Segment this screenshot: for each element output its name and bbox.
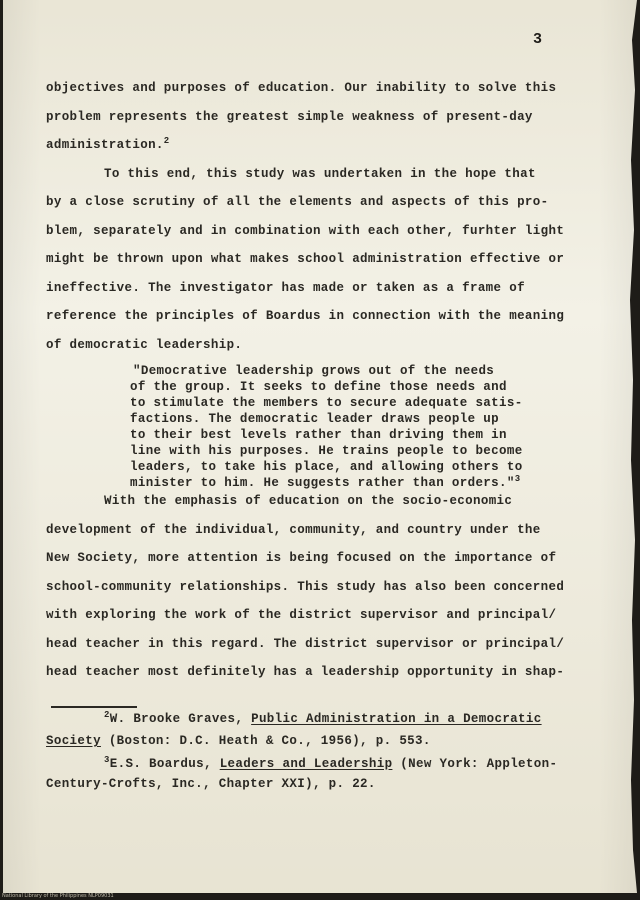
body-line: New Society, more attention is being focused on the importance of: [46, 551, 557, 565]
footnote-ref-2: 2: [163, 135, 170, 146]
body-line: blem, separately and in combination with each other, furhter light: [46, 224, 565, 238]
body-line: might be thrown upon what makes school administration effective or: [46, 252, 565, 266]
body-line: problem represents the greatest simple weakness of present-day: [46, 110, 533, 124]
footnote-separator: [51, 706, 137, 708]
archive-footer: National Library of the Philippines NLP09031: [0, 893, 640, 900]
footnote-2-title: Public Administration in a Democratic: [251, 712, 542, 726]
quote-line: leaders, to take his place, and allowing others to: [130, 460, 523, 474]
body-line: ineffective. The investigator has made or taken as a frame of: [46, 281, 525, 295]
body-line: reference the principles of Boardus in connection with the meaning: [46, 309, 565, 323]
quote-line-with-ref: [130, 473, 521, 490]
footnote-2-author: W. Brooke Graves,: [109, 712, 252, 726]
body-line: school-community relationships. This study has also been concerned: [46, 580, 565, 594]
quote-line: to their best levels rather than driving them in: [130, 428, 507, 442]
footnote-2-line-1: [104, 709, 542, 726]
footnote-3-title: Leaders and Leadership: [219, 757, 393, 771]
body-line: of democratic leadership.: [46, 338, 243, 352]
body-line-with-ref: [46, 135, 170, 152]
footnote-2-title-cont: Society: [46, 734, 101, 748]
body-text: administration.: [46, 138, 164, 152]
footnote-2-line-2: [46, 734, 431, 748]
footnote-3-marker: 3: [104, 754, 110, 765]
body-line: development of the individual, community, and country under the: [46, 523, 541, 537]
document-page: [3, 0, 637, 893]
quote-line: line with his purposes. He trains people to become: [130, 444, 523, 458]
body-line: by a close scrutiny of all the elements and aspects of this pro-: [46, 195, 549, 209]
footnote-2-publisher: (Boston: D.C. Heath & Co., 1956), p. 553.: [100, 734, 431, 748]
footnote-2-marker: 2: [104, 709, 110, 720]
body-line: objectives and purposes of education. Our inability to solve this: [46, 81, 557, 95]
footnote-3-publisher: (New York: Appleton-: [392, 757, 558, 771]
quote-text: minister to him. He suggests rather than orders.": [130, 476, 515, 490]
quote-line: to stimulate the members to secure adequate satis-: [130, 396, 523, 410]
body-line: with exploring the work of the district supervisor and principal/: [46, 608, 557, 622]
torn-page-edge: [629, 0, 637, 893]
footnote-ref-3: 3: [514, 473, 521, 484]
footnote-3-line-1: [104, 754, 558, 771]
body-line: head teacher in this regard. The district supervisor or principal/: [46, 637, 565, 651]
body-line: With the emphasis of education on the socio-economic: [104, 494, 513, 508]
quote-line: "Democrative leadership grows out of the needs: [133, 364, 495, 378]
quote-line: factions. The democratic leader draws people up: [130, 412, 500, 426]
page-number: 3: [533, 31, 543, 48]
footnote-3-line-2: Century-Crofts, Inc., Chapter XXI), p. 22.: [46, 777, 376, 791]
body-line: head teacher most definitely has a leadership opportunity in shap-: [46, 665, 565, 679]
body-line: To this end, this study was undertaken in the hope that: [104, 167, 536, 181]
footnote-3-author: E.S. Boardus,: [109, 757, 220, 771]
quote-line: of the group. It seeks to define those needs and: [130, 380, 507, 394]
